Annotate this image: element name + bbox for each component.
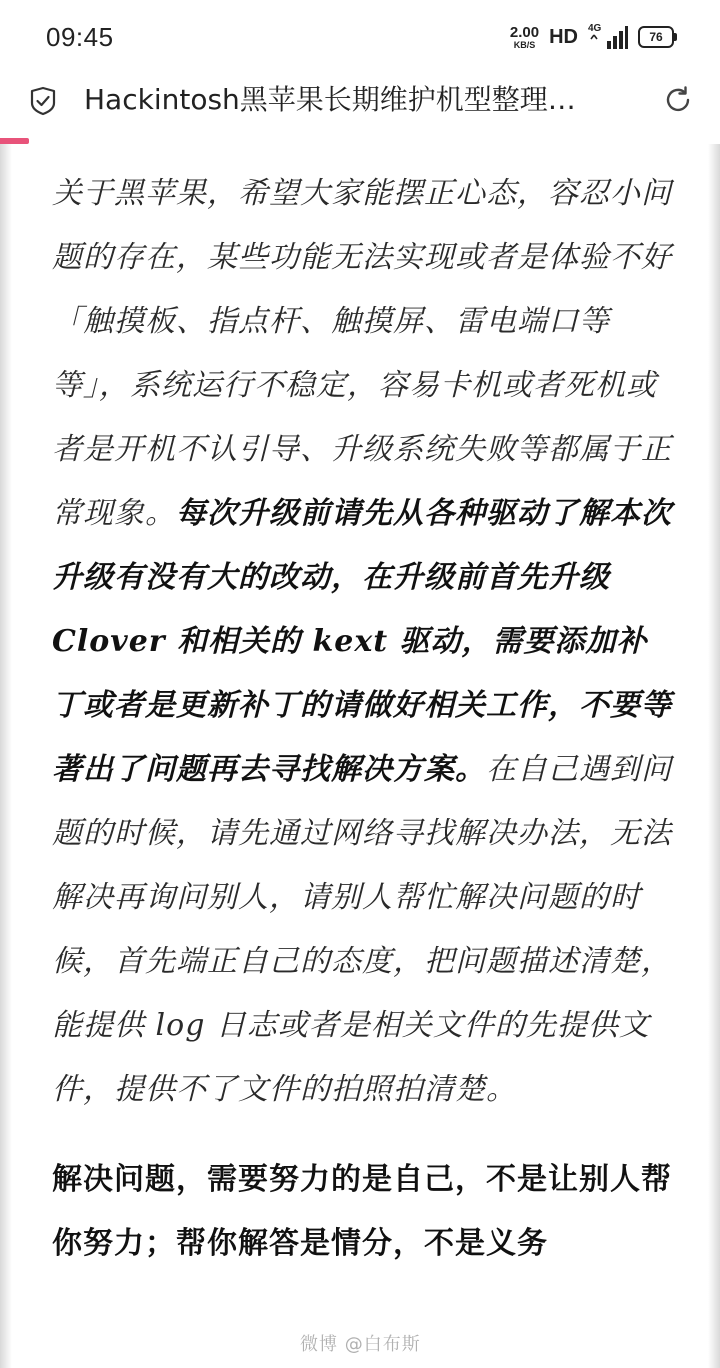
article-paragraph-2: 解决问题，需要努力的是自己，不是让别人帮你努力；帮你解答是情分，不是义务	[52, 1162, 672, 1261]
shield-check-icon[interactable]	[26, 84, 60, 118]
network-speed-value: 2.00	[509, 23, 540, 41]
paragraph-text-intro: 关于黑苹果，希望大家能摆正心态，容忍小问题的存在，某些功能无法实现或者是体验不好「触摸板、指点杆、触摸屏、雷电端口等等」，系统运行不稳定，容易卡机或者死机或者是开机不认引导、升级系统失败等都属于正常现象。	[52, 176, 672, 531]
paragraph-text-advice: 在自己遇到问题的时候，请先通过网络寻找解决办法，无法解决再询问别人，请别人帮忙解决问题的时候，首先端正自己的态度，把问题描述清楚，能提供 log 日志或者是相关文件的先提供文件，提供不了文件的拍照拍清楚。	[52, 752, 672, 1107]
battery-level: 76	[649, 30, 663, 44]
network-speed-unit: KB/S	[513, 39, 536, 50]
reload-icon[interactable]	[660, 82, 696, 118]
browser-toolbar	[0, 72, 720, 138]
article-body	[52, 162, 672, 1276]
status-bar	[0, 0, 720, 72]
watermark: 微博 @白布斯	[300, 1334, 421, 1355]
battery-icon	[638, 26, 674, 48]
network-type: 4G	[588, 23, 602, 34]
signal-icon	[588, 23, 628, 51]
paragraph-text-emphasis: 每次升级前请先从各种驱动了解本次升级有没有大的改动，在升级前首先升级 Clover 和相关的 kext 驱动，需要添加补丁或者是更新补丁的请做好相关工作，不要等著出了问题再去寻找解决方案。	[52, 496, 672, 787]
status-indicators	[510, 20, 674, 54]
content-edge-shadow-left	[0, 144, 12, 1368]
content-edge-shadow-right	[708, 144, 720, 1368]
hd-indicator: HD	[549, 25, 578, 48]
status-time: 09:45	[46, 22, 114, 52]
article-paragraph-1	[52, 162, 672, 1122]
page-title[interactable]: Hackintosh黑苹果长期维护机型整理…	[84, 83, 576, 116]
page-content[interactable]	[0, 144, 720, 1368]
network-speed	[510, 25, 539, 50]
